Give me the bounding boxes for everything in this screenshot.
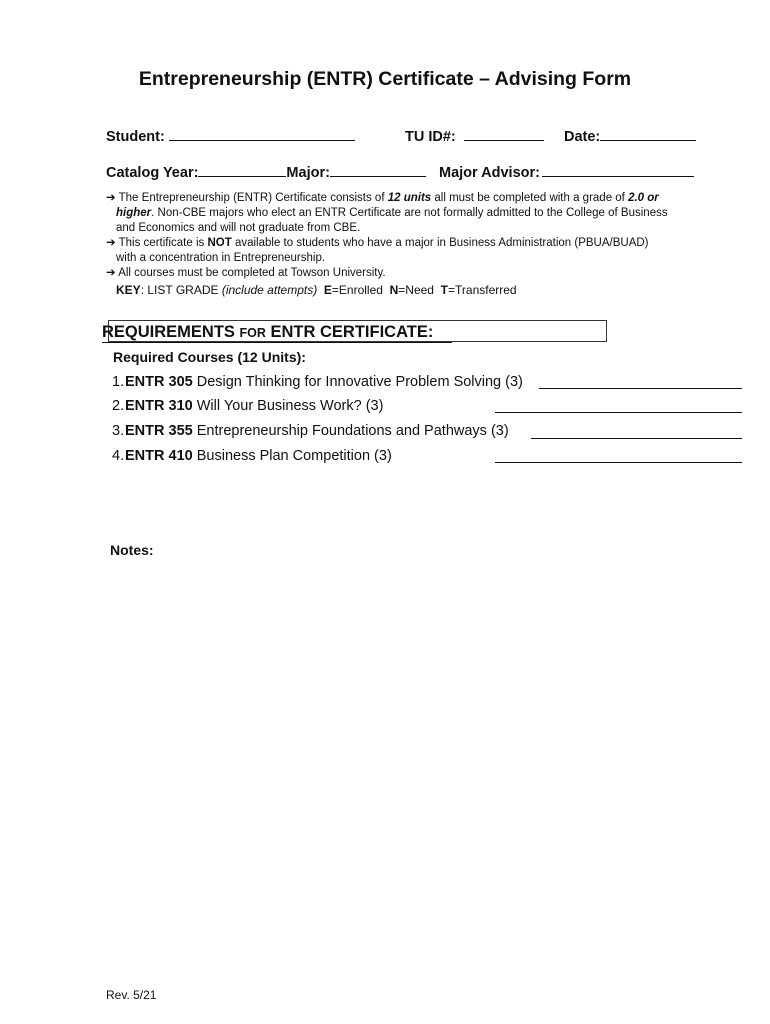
units-emphasis: 12 units: [387, 192, 432, 204]
revision-label: Rev. 5/21: [106, 988, 157, 1002]
course-name: Will Your Business Work? (3): [192, 398, 384, 414]
date-field[interactable]: [564, 126, 696, 145]
info-paragraph-not-available: [106, 236, 649, 251]
course-code: ENTR 410: [125, 448, 193, 464]
page-title: Entrepreneurship (ENTR) Certificate – Advising Form: [138, 68, 632, 90]
arrow-icon: ➔: [106, 237, 116, 249]
tu-id-input-line[interactable]: [464, 126, 544, 141]
date-input-line[interactable]: [600, 126, 696, 141]
not-emphasis: NOT: [207, 237, 232, 249]
course-name: Design Thinking for Innovative Problem Solving (3): [192, 374, 523, 390]
info-paragraph-units: [106, 191, 659, 206]
course-code: ENTR 310: [125, 398, 193, 414]
catalog-year-label: Catalog Year:: [106, 165, 199, 181]
key-t: T: [440, 283, 448, 297]
course-code: ENTR 305: [125, 374, 193, 390]
key-e-text: =Enrolled: [331, 283, 383, 297]
course-name: Entrepreneurship Foundations and Pathways (3): [192, 423, 509, 439]
student-field[interactable]: [106, 126, 355, 145]
required-courses-subtitle: Required Courses (12 Units):: [113, 349, 306, 365]
course-name: Business Plan Competition (3): [192, 448, 392, 464]
course-number: 1.: [112, 374, 125, 390]
requirements-underline: [102, 342, 452, 343]
info-text: All courses must be completed at Towson University.: [118, 267, 386, 279]
major-label: Major:: [286, 165, 330, 181]
info-text: all must be completed with a grade of: [431, 192, 629, 204]
course-code: ENTR 355: [125, 423, 193, 439]
grade-key: [116, 283, 517, 298]
course-number: 3.: [112, 423, 125, 439]
notes-label: Notes:: [110, 542, 154, 558]
key-n: N: [389, 283, 399, 297]
major-advisor-label: Major Advisor:: [439, 165, 540, 181]
requirements-title-b: ENTR CERTIFICATE:: [265, 323, 434, 341]
info-text: This certificate is: [118, 237, 208, 249]
requirements-title-for: FOR: [239, 326, 266, 340]
major-advisor-input-line[interactable]: [542, 162, 694, 177]
info-paragraph-units-line2: [116, 206, 668, 221]
catalog-year-field[interactable]: [106, 162, 426, 181]
grade-emphasis: 2.0 or: [628, 192, 659, 204]
course-grade-line[interactable]: [495, 412, 742, 413]
info-paragraph-towson: [106, 266, 386, 281]
course-row: [112, 423, 509, 439]
info-text: . Non-CBE majors who elect an ENTR Certificate are not formally admitted to the College of Business: [151, 207, 668, 219]
course-row: [112, 448, 392, 464]
requirements-title: [102, 323, 433, 342]
course-grade-line[interactable]: [539, 388, 742, 389]
date-label: Date:: [564, 129, 601, 145]
grade-emphasis: higher: [116, 207, 152, 219]
catalog-year-input-line[interactable]: [198, 162, 286, 177]
key-italic: (include attempts): [221, 283, 318, 297]
arrow-icon: ➔: [106, 192, 116, 204]
course-grade-line[interactable]: [495, 462, 742, 463]
info-paragraph-not-available-line2: with a concentration in Entrepreneurship.: [116, 252, 326, 264]
major-input-line[interactable]: [330, 162, 426, 177]
info-text: available to students who have a major in Business Administration (PBUA/BUAD): [231, 237, 649, 249]
major-advisor-field[interactable]: [439, 162, 694, 181]
student-input-line[interactable]: [169, 126, 355, 141]
key-text: : LIST GRADE: [140, 283, 222, 297]
arrow-icon: ➔: [106, 267, 116, 279]
tu-id-field[interactable]: [405, 126, 544, 145]
student-label: Student:: [106, 129, 165, 145]
course-row: [112, 398, 383, 414]
key-label: KEY: [116, 283, 141, 297]
tu-id-label: TU ID#:: [405, 129, 456, 145]
info-text: The Entrepreneurship (ENTR) Certificate consists of: [118, 192, 388, 204]
key-n-text: =Need: [398, 283, 434, 297]
course-number: 2.: [112, 398, 125, 414]
course-grade-line[interactable]: [531, 438, 742, 439]
course-row: [112, 374, 523, 390]
key-e: E: [323, 283, 332, 297]
requirements-title-a: REQUIREMENTS: [102, 323, 240, 341]
key-t-text: =Transferred: [448, 283, 517, 297]
course-number: 4.: [112, 448, 125, 464]
info-paragraph-units-line3: and Economics and will not graduate from CBE.: [116, 222, 361, 234]
